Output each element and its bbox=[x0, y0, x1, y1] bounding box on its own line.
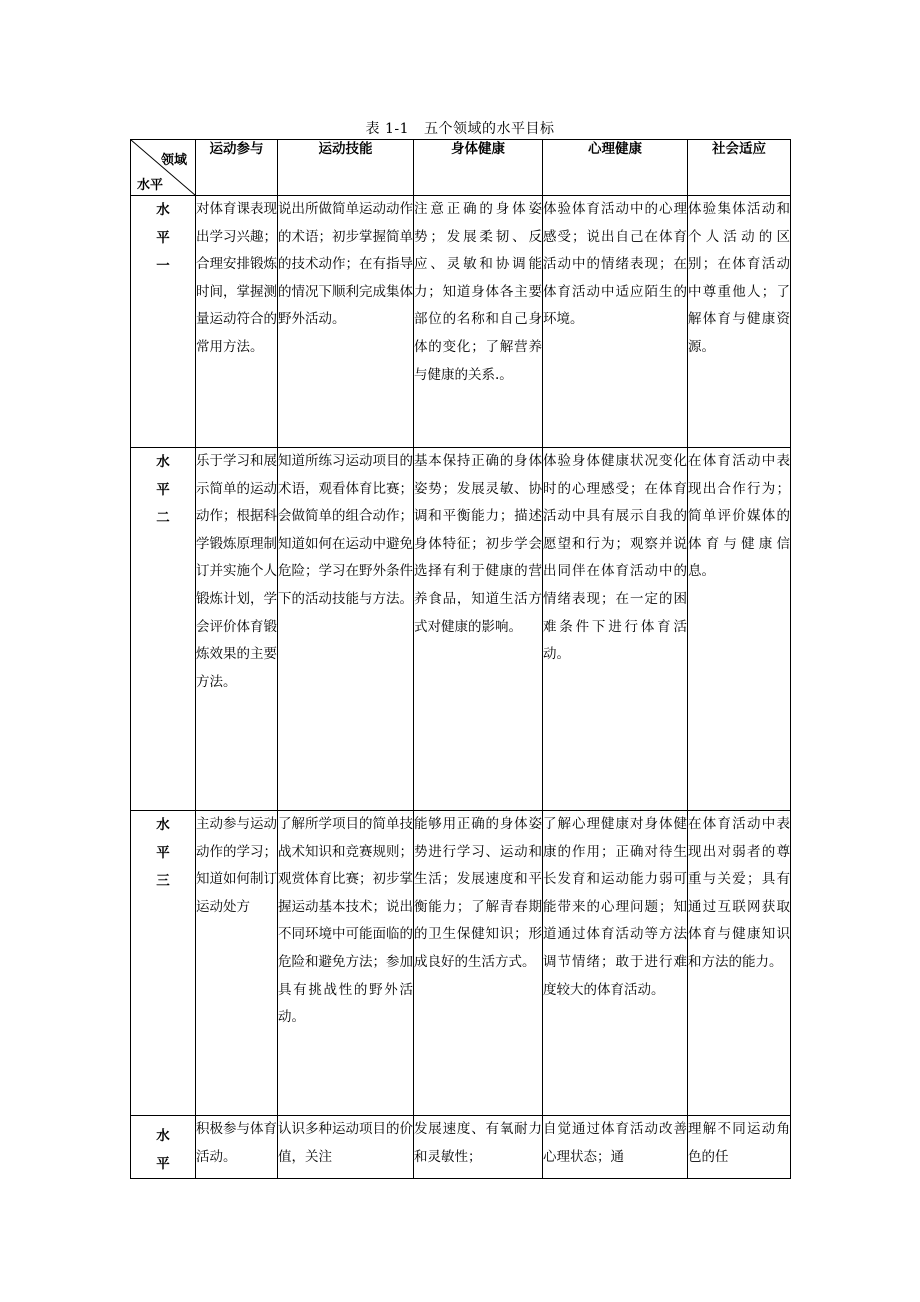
corner-header-cell bbox=[131, 140, 196, 196]
level-goals-table bbox=[130, 139, 791, 1179]
table-row-level-1 bbox=[131, 196, 791, 448]
cell-level3-physical-health: 能够用正确的身体姿势进行学习、运动和生活；发展速度和平衡能力；了解青春期的卫生保健知识；形成良好的生活方式。 bbox=[414, 811, 543, 1116]
cell-level2-physical-health: 基本保持正确的身体姿势；发展灵敏、协调和平衡能力；描述身体特征；初步学会选择有利于健康的营养食品，知道生活方式对健康的影响。 bbox=[414, 448, 543, 811]
level-label-2: 水 平 二 bbox=[131, 448, 196, 811]
cell-level2-mental-health: 体验身体健康状况变化时的心理感受；在体育活动中具有展示自我的愿望和行为；观察并说出同伴在体育活动中的情绪表现；在一定的困难条件下进行体育活动。 bbox=[543, 448, 688, 811]
table-header-row bbox=[131, 140, 791, 196]
table-row-level-2 bbox=[131, 448, 791, 811]
cell-level4-sport-participation: 积极参与体育活动。 bbox=[196, 1116, 278, 1179]
level-label-3: 水 平 三 bbox=[131, 811, 196, 1116]
cell-level3-mental-health: 了解心理健康对身体健康的作用；正确对待生长发育和运动能力弱可能带来的心理问题；知道通过体育活动等方法调节情绪；敢于进行难度较大的体育活动。 bbox=[543, 811, 688, 1116]
cell-level1-mental-health: 体验体育活动中的心理感受；说出自己在体育活动中的情绪表现；在体育活动中适应陌生的环境。 bbox=[543, 196, 688, 448]
level-label-1: 水 平 一 bbox=[131, 196, 196, 448]
table-row-level-3 bbox=[131, 811, 791, 1116]
cell-level2-sport-skills: 知道所练习运动项目的术语，观看体育比赛；会做简单的组合动作；知道如何在运动中避免危险；学习在野外条件下的活动技能与方法。 bbox=[278, 448, 414, 811]
corner-level-label: 水平 bbox=[137, 178, 164, 193]
column-header-social-adaptation: 社会适应 bbox=[688, 140, 791, 196]
column-header-sport-skills: 运动技能 bbox=[278, 140, 414, 196]
cell-level3-social-adaptation: 在体育活动中表现出对弱者的尊重与关爱；具有通过互联网获取体育与健康知识和方法的能力。 bbox=[688, 811, 791, 1116]
column-header-physical-health: 身体健康 bbox=[414, 140, 543, 196]
cell-level2-sport-participation: 乐于学习和展示简单的运动动作；根据科学锻炼原理制订并实施个人锻炼计划，学会评价体育锻炼效果的主要方法。 bbox=[196, 448, 278, 811]
level-label-4: 水 平 bbox=[131, 1116, 196, 1179]
cell-level4-mental-health: 自觉通过体育活动改善心理状态；通 bbox=[543, 1116, 688, 1179]
cell-level1-sport-participation: 对体育课表现出学习兴趣；合理安排锻炼时间，掌握测量运动符合的常用方法。 bbox=[196, 196, 278, 448]
column-header-mental-health: 心理健康 bbox=[543, 140, 688, 196]
table-number: 表 1-1 bbox=[365, 121, 410, 137]
cell-level4-sport-skills: 认识多种运动项目的价值，关注 bbox=[278, 1116, 414, 1179]
table-title: 五个领域的水平目标 bbox=[423, 121, 555, 137]
table-caption bbox=[130, 119, 790, 139]
cell-level1-sport-skills: 说出所做简单运动动作的术语；初步掌握简单的技术动作；在有指导的情况下顺利完成集体野外活动。 bbox=[278, 196, 414, 448]
corner-domain-label: 领域 bbox=[160, 153, 187, 168]
column-header-sport-participation: 运动参与 bbox=[196, 140, 278, 196]
cell-level4-physical-health: 发展速度、有氧耐力和灵敏性； bbox=[414, 1116, 543, 1179]
cell-level4-social-adaptation: 理解不同运动角色的任 bbox=[688, 1116, 791, 1179]
cell-level2-social-adaptation: 在体育活动中表现出合作行为；简单评价媒体的体育与健康信息。 bbox=[688, 448, 791, 811]
table-row-level-4-partial bbox=[131, 1116, 791, 1179]
cell-level1-physical-health: 注意正确的身体姿势；发展柔韧、反应、灵敏和协调能力；知道身体各主要部位的名称和自己身体的变化；了解营养与健康的关系.。 bbox=[414, 196, 543, 448]
cell-level1-social-adaptation: 体验集体活动和个人活动的区别；在体育活动中尊重他人；了解体育与健康资源。 bbox=[688, 196, 791, 448]
cell-level3-sport-participation: 主动参与运动动作的学习；知道如何制订运动处方 bbox=[196, 811, 278, 1116]
cell-level3-sport-skills: 了解所学项目的简单技战术知识和竞赛规则；观赏体育比赛；初步掌握运动基本技术；说出不同环境中可能面临的危险和避免方法；参加具有挑战性的野外活动。 bbox=[278, 811, 414, 1116]
